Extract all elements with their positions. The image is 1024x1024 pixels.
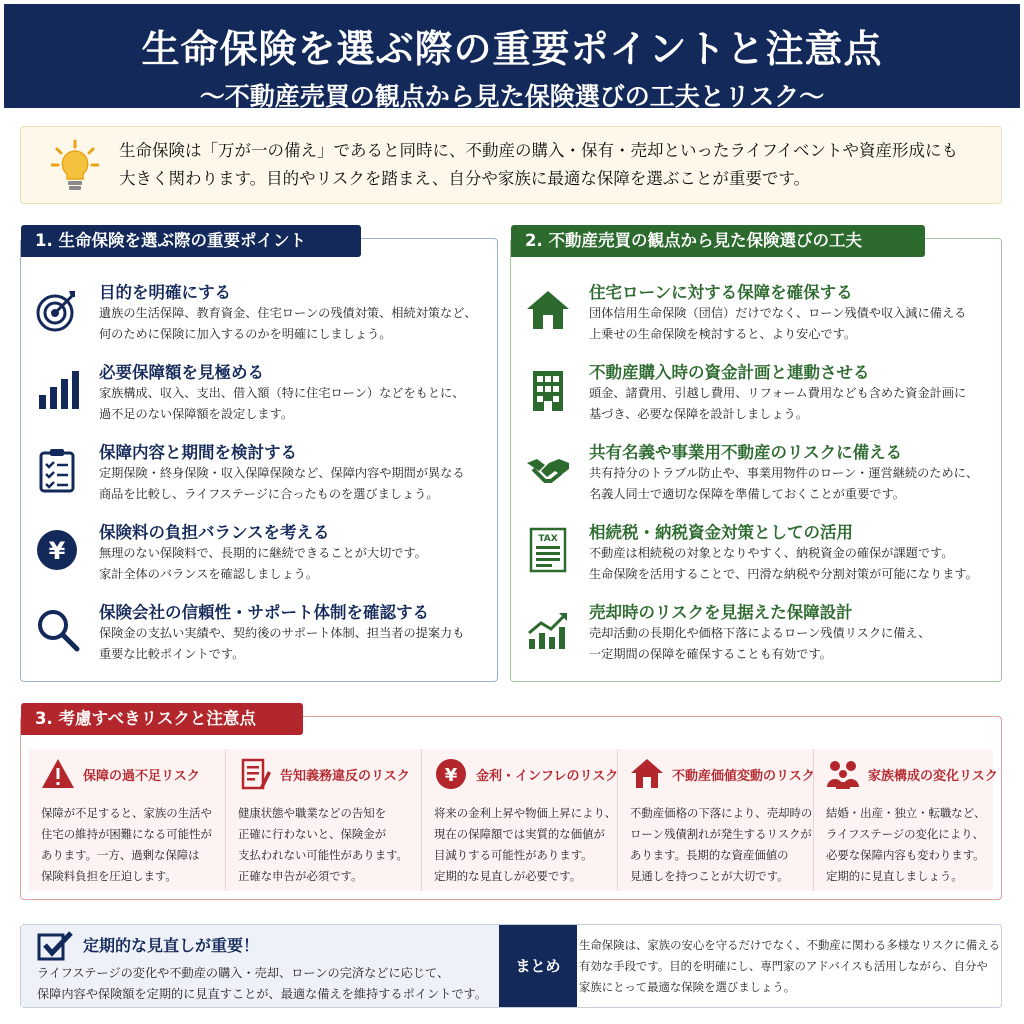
risk-desc-line: 定期的な見直しが必要です。 [434, 869, 582, 883]
point-desc-line: 商品を比較し、ライフステージに合ったものを選びましょう。 [99, 487, 439, 501]
point-heading: 相続税・納税資金対策としての活用 [589, 523, 853, 542]
point-heading: 住宅ローンに対する保障を確保する [589, 283, 853, 302]
summary-text [579, 935, 1000, 998]
point-desc-line: 家計全体のバランスを確認しましょう。 [99, 567, 319, 581]
house-icon [630, 757, 664, 791]
risk-heading: 不動産価値変動のリスク [672, 769, 815, 784]
risk-desc-line: 目減りする可能性があります。 [434, 848, 593, 862]
risk-list [29, 749, 998, 891]
risk-desc-line: 健康状態や職業などの告知を [238, 806, 387, 820]
point-desc-line: 家族構成、収入、支出、借入額（特に住宅ローン）などをもとに、 [99, 386, 465, 400]
yen-coin-icon [434, 757, 468, 791]
intro-box [20, 126, 1002, 204]
point-desc-line: 名義人同士で適切な保障を準備しておくことが重要です。 [589, 487, 905, 501]
point-desc-line: 一定期間の保障を確保することも有効です。 [589, 647, 832, 661]
point-item [21, 519, 497, 599]
risk-item [617, 749, 813, 891]
review-heading: 定期的な見直しが重要！ [83, 936, 260, 955]
point-heading: 保障内容と期間を検討する [99, 443, 297, 462]
risk-desc-line: あります。長期的な資産価値の [630, 848, 789, 862]
header-banner [4, 4, 1020, 111]
section-real-estate [510, 231, 1002, 682]
risk-desc-line: 保障が不足すると、家族の生活や [41, 806, 212, 820]
point-desc-line: 共有持分のトラブル防止や、事業用物件のローン・運営継続のために、 [589, 466, 979, 480]
document-icon [238, 757, 272, 791]
page-subtitle: 〜不動産売買の観点から見た保険選びの工夫とリスク〜 [199, 82, 825, 111]
point-item [21, 279, 497, 359]
risk-heading: 家族構成の変化リスク [868, 769, 998, 784]
point-heading: 不動産購入時の資金計画と連動させる [589, 363, 870, 382]
point-heading: 目的を明確にする [99, 283, 231, 302]
warning-icon [41, 757, 75, 791]
point-desc-line: 定期保険・終身保険・収入保障保険など、保障内容や期間が異なる [99, 466, 465, 480]
summary-line: 家族にとって最適な保険を選びましょう。 [579, 980, 796, 994]
bar-chart-icon [35, 367, 81, 413]
point-desc-line: 上乗せの生命保険を検討すると、より安心です。 [589, 327, 857, 341]
summary-box [20, 924, 1002, 1008]
risk-item [813, 749, 1009, 891]
checkbox-icon [37, 931, 73, 961]
house-icon [525, 287, 571, 333]
magnifier-icon [35, 607, 81, 653]
risk-desc-line: 保険料負担を圧迫します。 [41, 869, 177, 883]
point-heading: 保険会社の信頼性・サポート体制を確認する [99, 603, 429, 622]
risk-desc-line: 結婚・出産・独立・転職など、 [826, 806, 986, 820]
point-heading: 保険料の負担バランスを考える [99, 523, 330, 542]
svg-text:¥: ¥ [444, 765, 458, 786]
risk-item [225, 749, 421, 891]
point-item [21, 359, 497, 439]
risk-desc-line: 住宅の維持が困難になる可能性が [41, 827, 212, 841]
risk-desc-line: ローン残債割れが発生するリスクが [630, 827, 812, 841]
risk-heading: 金利・インフレのリスク [476, 769, 619, 784]
risk-desc-line: 定期的に見直しましょう。 [826, 869, 963, 883]
section-key-points [20, 231, 498, 682]
risk-desc-line: 見通しを持つことが大切です。 [630, 869, 789, 883]
intro-line-1: 生命保険は「万が一の備え」であると同時に、不動産の購入・保有・売却といったライフイベントや資産形成にも [119, 141, 959, 160]
point-desc-line: 団体信用生命保険（団信）だけでなく、ローン残債や収入減に備える [589, 306, 967, 320]
point-desc-line: 何のために保険に加入するのかを明確にしましょう。 [99, 327, 392, 341]
point-item [511, 439, 1001, 519]
risk-desc-line: あります。一方、過剰な保障は [41, 848, 200, 862]
review-line: 保障内容や保険額を定期的に見直すことが、最適な備えを維持するポイントです。 [37, 987, 487, 1001]
risk-desc-line: ライフステージの変化により、 [826, 827, 984, 841]
risk-heading: 告知義務違反のリスク [280, 769, 410, 784]
summary-label: まとめ [499, 925, 577, 1007]
page-title: 生命保険を選ぶ際の重要ポイントと注意点 [141, 27, 883, 71]
point-desc-line: 売却活動の長期化や価格下落によるローン残債リスクに備え、 [589, 626, 931, 640]
handshake-icon [525, 447, 571, 493]
point-desc-line: 重要な比較ポイントです。 [99, 647, 245, 661]
point-desc-line: 過不足のない保障額を設定します。 [99, 407, 294, 421]
point-item [511, 359, 1001, 439]
point-item [511, 279, 1001, 359]
section-risks [20, 709, 1002, 900]
section-1-title: 1. 生命保険を選ぶ際の重要ポイント [21, 225, 361, 257]
summary-line: 有効な手段です。目的を明確にし、専門家のアドバイスも活用しながら、自分や [579, 959, 988, 973]
risk-heading: 保障の過不足リスク [83, 769, 200, 784]
point-heading: 共有名義や事業用不動産のリスクに備える [589, 443, 903, 462]
section-2-title: 2. 不動産売買の観点から見た保険選びの工夫 [511, 225, 925, 257]
building-icon [525, 367, 571, 413]
point-desc-line: 無理のない保険料で、長期的に継続できることが大切です。 [99, 546, 427, 560]
risk-desc-line: 正確な申告が必須です。 [238, 869, 363, 883]
family-icon [826, 757, 860, 791]
risk-desc-line: 必要な保障内容も変わります。 [826, 848, 985, 862]
risk-desc-line: 現在の保障額では実質的な価値が [434, 827, 605, 841]
point-heading: 売却時のリスクを見据えた保障設計 [589, 603, 853, 622]
review-line: ライフステージの変化や不動産の購入・売却、ローンの完済などに応じて、 [37, 966, 450, 980]
review-note [21, 925, 499, 1007]
point-item [21, 599, 497, 679]
point-desc-line: 生命保険を活用することで、円滑な納税や分割対策が可能になります。 [589, 567, 978, 581]
point-desc-line: 頭金、諸費用、引越し費用、リフォーム費用なども含めた資金計画に [589, 386, 967, 400]
risk-desc-line: 支払われない可能性があります。 [238, 848, 408, 862]
point-item [21, 439, 497, 519]
point-heading: 必要保障額を見極める [99, 363, 264, 382]
point-desc-line: 遺族の生活保障、教育資金、住宅ローンの残債対策、相続対策など、 [99, 306, 477, 320]
target-icon [35, 287, 81, 333]
lightbulb-icon [51, 139, 99, 193]
point-item [511, 519, 1001, 599]
point-desc-line: 基づき、必要な保障を設計しましょう。 [589, 407, 808, 421]
checklist-icon [35, 447, 81, 493]
risk-desc-line: 将来の金利上昇や物価上昇により、 [434, 806, 617, 820]
section-3-title: 3. 考慮すべきリスクと注意点 [21, 703, 303, 735]
risk-item [29, 749, 225, 891]
svg-text:TAX: TAX [538, 534, 558, 544]
point-item [511, 599, 1001, 679]
svg-text:¥: ¥ [48, 537, 66, 565]
tax-form-icon [525, 527, 571, 573]
risk-item [421, 749, 617, 891]
summary-line: 生命保険は、家族の安心を守るだけでなく、不動産に関わる多様なリスクに備える [579, 938, 1000, 952]
yen-icon [35, 527, 81, 573]
point-desc-line: 不動産は相続税の対象となりやすく、納税資金の確保が課題です。 [589, 546, 954, 560]
growth-chart-icon [525, 607, 571, 653]
intro-line-2: 大きく関わります。目的やリスクを踏まえ、自分や家族に最適な保障を選ぶことが重要です。 [119, 169, 811, 188]
point-desc-line: 保険金の支払い実績や、契約後のサポート体制、担当者の提案力も [99, 626, 465, 640]
risk-desc-line: 不動産価格の下落により、売却時の [630, 806, 813, 820]
risk-desc-line: 正確に行わないと、保険金が [238, 827, 387, 841]
